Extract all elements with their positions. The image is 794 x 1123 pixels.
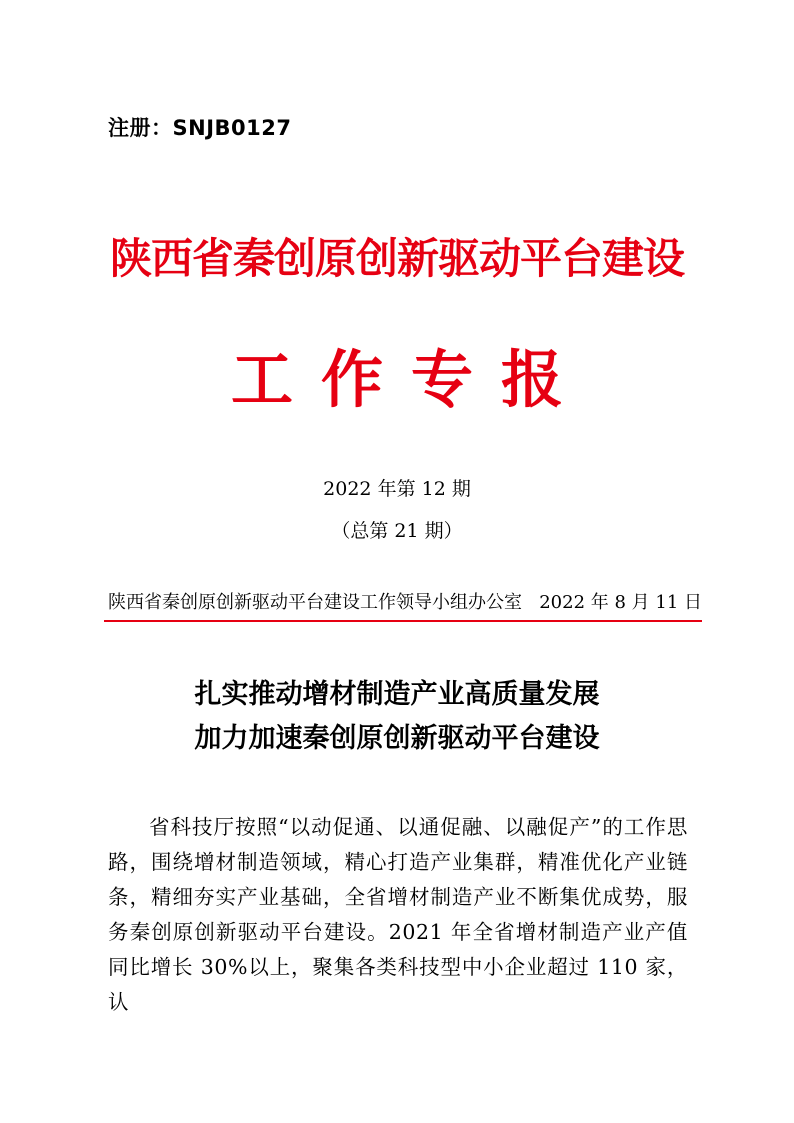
article-headline-line-1: 扎实推动增材制造产业高质量发展 [194, 679, 600, 710]
red-divider [104, 620, 702, 622]
masthead-title: 陕西省秦创原创新驱动平台建设 [109, 234, 684, 283]
article-headline-line-2: 加力加速秦创原创新驱动平台建设 [194, 723, 600, 754]
masthead-subtitle: 工作专报 [230, 343, 591, 416]
article-paragraph: 省科技厅按照“以动促通、以通促融、以融促产”的工作思路，围绕增材制造领域，精心打造产业集群，精准优化产业链条，精细夯实产业基础，全省增材制造产业不断集优成势，服务秦创原创新驱动平台建设。2021 年全省增材制造产业产值同比增长 30%以上，聚集各类科技型中小企业超过 110 家，认 [108, 815, 688, 1014]
issuer-line [108, 588, 702, 614]
issue-number: 2022 年第 12 期 [323, 478, 471, 500]
issuer-office: 陕西省秦创原创新驱动平台建设工作领导小组办公室 [108, 592, 522, 613]
registration-number: 注册：SNJB0127 [108, 116, 292, 140]
issue-total: （总第 21 期） [331, 520, 463, 542]
issue-date: 2022 年 8 月 11 日 [539, 592, 702, 613]
